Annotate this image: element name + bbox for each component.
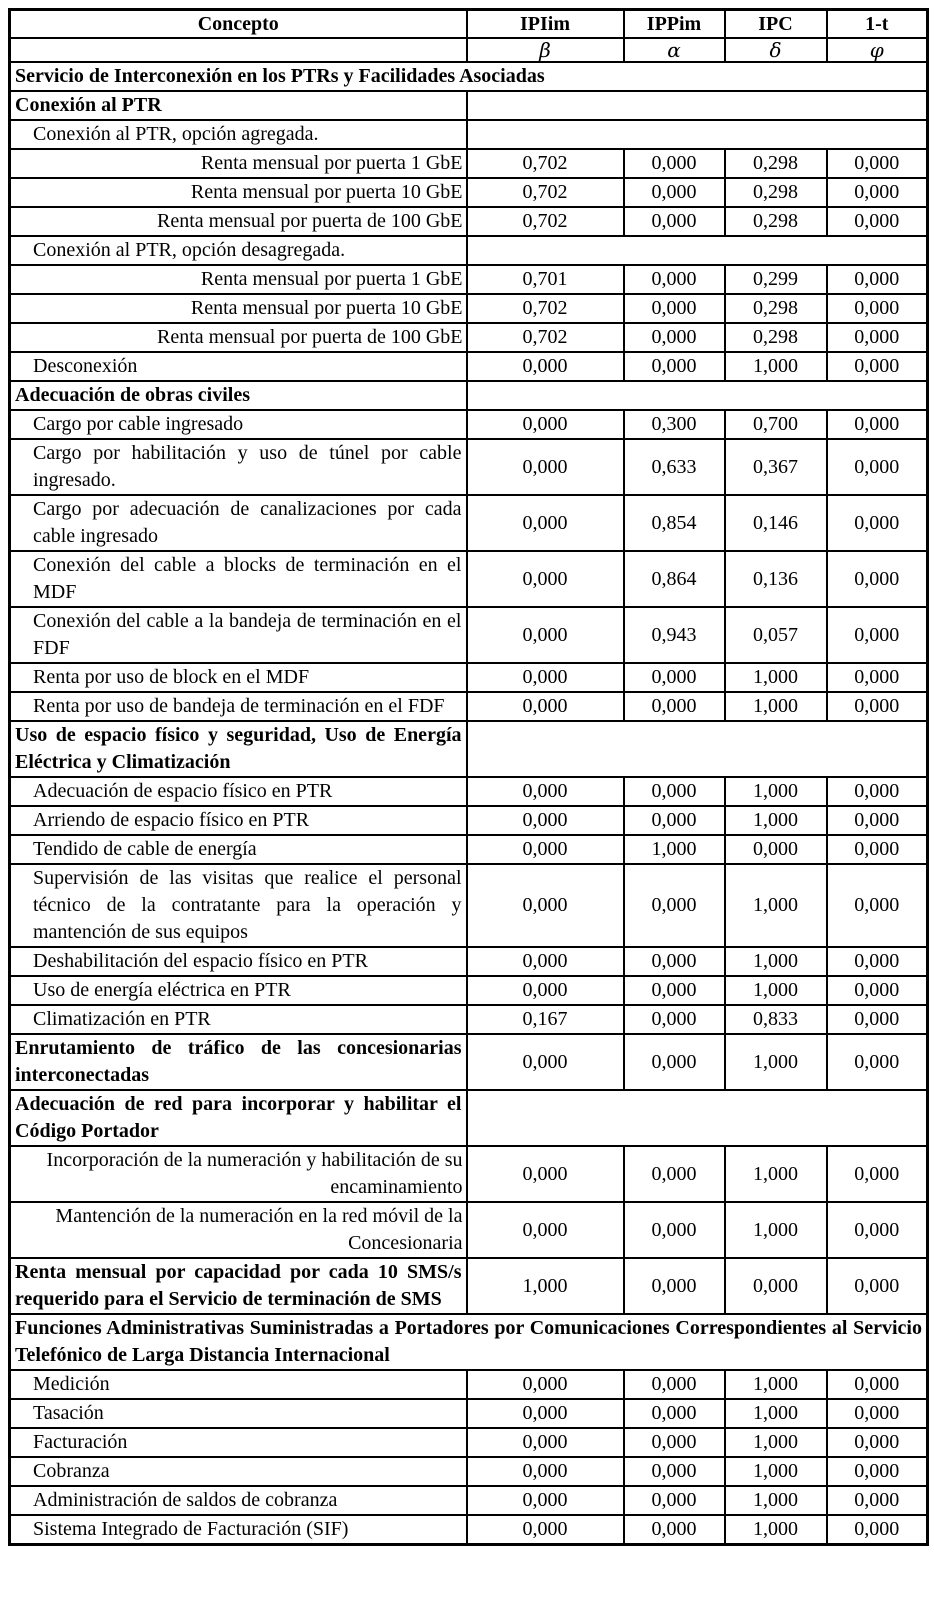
value-cell: 0,000 bbox=[827, 1428, 928, 1457]
section-header-cell: Adecuación de red para incorporar y habilitar el Código Portador bbox=[10, 1090, 467, 1146]
value-cell: 0,000 bbox=[827, 692, 928, 721]
concept-cell: Arriendo de espacio físico en PTR bbox=[10, 806, 467, 835]
value-cell: 0,000 bbox=[827, 1457, 928, 1486]
table-row bbox=[10, 1090, 928, 1146]
value-cell: 0,000 bbox=[624, 149, 725, 178]
value-cell: 1,000 bbox=[725, 976, 827, 1005]
column-header-1-t: 1-t bbox=[827, 10, 928, 39]
value-cell: 0,000 bbox=[467, 947, 624, 976]
empty-values-cell bbox=[467, 120, 928, 149]
concept-cell: Conexión del cable a la bandeja de terminación en el FDF bbox=[10, 607, 467, 663]
concept-cell: Medición bbox=[10, 1370, 467, 1399]
concept-cell: Supervisión de las visitas que realice el personal técnico de la contratante para la operación y mantención de sus equipos bbox=[10, 864, 467, 947]
value-cell: 1,000 bbox=[725, 663, 827, 692]
value-cell: 0,000 bbox=[624, 947, 725, 976]
value-cell: 0,000 bbox=[827, 410, 928, 439]
value-cell: 0,702 bbox=[467, 207, 624, 236]
value-cell: 0,000 bbox=[827, 1486, 928, 1515]
table-row bbox=[10, 777, 928, 806]
value-cell: 1,000 bbox=[725, 692, 827, 721]
concept-cell: Renta mensual por puerta 1 GbE bbox=[10, 149, 467, 178]
concept-cell: Renta por uso de block en el MDF bbox=[10, 663, 467, 692]
value-cell: 0,000 bbox=[624, 1034, 725, 1090]
value-cell: 0,298 bbox=[725, 294, 827, 323]
symbol-alpha-cell: α bbox=[624, 38, 725, 62]
concept-cell: Renta mensual por puerta 10 GbE bbox=[10, 178, 467, 207]
concept-cell: Renta mensual por capacidad por cada 10 SMS/s requerido para el Servicio de terminación de SMS bbox=[10, 1258, 467, 1314]
value-cell: 1,000 bbox=[725, 1202, 827, 1258]
value-cell: 0,000 bbox=[624, 323, 725, 352]
value-cell: 0,000 bbox=[624, 1399, 725, 1428]
value-cell: 0,000 bbox=[624, 976, 725, 1005]
value-cell: 0,000 bbox=[467, 777, 624, 806]
value-cell: 0,000 bbox=[624, 178, 725, 207]
table-row bbox=[10, 495, 928, 551]
table-row bbox=[10, 1314, 928, 1370]
concept-cell: Renta mensual por puerta de 100 GbE bbox=[10, 207, 467, 236]
empty-values-cell bbox=[467, 236, 928, 265]
value-cell: 0,000 bbox=[624, 1515, 725, 1545]
value-cell: 0,000 bbox=[624, 1428, 725, 1457]
value-cell: 0,299 bbox=[725, 265, 827, 294]
value-cell: 0,000 bbox=[624, 1202, 725, 1258]
table-row bbox=[10, 410, 928, 439]
table-row bbox=[10, 265, 928, 294]
value-cell: 0,000 bbox=[467, 1399, 624, 1428]
table-row bbox=[10, 976, 928, 1005]
value-cell: 1,000 bbox=[725, 1428, 827, 1457]
value-cell: 0,298 bbox=[725, 149, 827, 178]
table-row bbox=[10, 1428, 928, 1457]
value-cell: 0,000 bbox=[827, 495, 928, 551]
table-row bbox=[10, 1146, 928, 1202]
table-row bbox=[10, 607, 928, 663]
value-cell: 0,146 bbox=[725, 495, 827, 551]
value-cell: 0,000 bbox=[827, 294, 928, 323]
table-row bbox=[10, 294, 928, 323]
value-cell: 0,000 bbox=[467, 1202, 624, 1258]
symbol-phi-cell: φ bbox=[827, 38, 928, 62]
value-cell: 0,000 bbox=[467, 692, 624, 721]
subgroup-label-cell: Conexión al PTR, opción desagregada. bbox=[10, 236, 467, 265]
value-cell: 0,000 bbox=[467, 439, 624, 495]
value-cell: 0,702 bbox=[467, 323, 624, 352]
value-cell: 0,000 bbox=[467, 1146, 624, 1202]
column-header-ipc: IPC bbox=[725, 10, 827, 39]
value-cell: 0,000 bbox=[624, 864, 725, 947]
value-cell: 1,000 bbox=[725, 1457, 827, 1486]
value-cell: 0,000 bbox=[624, 294, 725, 323]
value-cell: 1,000 bbox=[725, 1146, 827, 1202]
value-cell: 0,000 bbox=[827, 149, 928, 178]
table-row bbox=[10, 149, 928, 178]
concept-cell: Enrutamiento de tráfico de las concesionarias interconectadas bbox=[10, 1034, 467, 1090]
value-cell: 0,000 bbox=[467, 976, 624, 1005]
value-cell: 0,000 bbox=[827, 352, 928, 381]
empty-values-cell bbox=[467, 91, 928, 120]
value-cell: 0,000 bbox=[827, 864, 928, 947]
indexation-table bbox=[8, 8, 929, 1546]
symbol-delta-cell: δ bbox=[725, 38, 827, 62]
value-cell: 0,000 bbox=[827, 1370, 928, 1399]
symbol-beta-cell: β bbox=[467, 38, 624, 62]
concept-cell: Cobranza bbox=[10, 1457, 467, 1486]
value-cell: 0,854 bbox=[624, 495, 725, 551]
value-cell: 0,000 bbox=[827, 806, 928, 835]
value-cell: 1,000 bbox=[467, 1258, 624, 1314]
value-cell: 0,700 bbox=[725, 410, 827, 439]
value-cell: 0,000 bbox=[827, 663, 928, 692]
header-row bbox=[10, 10, 928, 39]
value-cell: 0,000 bbox=[624, 1258, 725, 1314]
value-cell: 0,702 bbox=[467, 178, 624, 207]
value-cell: 0,000 bbox=[467, 1486, 624, 1515]
value-cell: 0,000 bbox=[624, 352, 725, 381]
value-cell: 1,000 bbox=[725, 1399, 827, 1428]
concept-cell: Uso de energía eléctrica en PTR bbox=[10, 976, 467, 1005]
concept-cell: Tendido de cable de energía bbox=[10, 835, 467, 864]
concept-cell: Desconexión bbox=[10, 352, 467, 381]
concept-cell: Climatización en PTR bbox=[10, 1005, 467, 1034]
value-cell: 0,298 bbox=[725, 178, 827, 207]
value-cell: 0,000 bbox=[827, 551, 928, 607]
table-row bbox=[10, 551, 928, 607]
table-row bbox=[10, 381, 928, 410]
table-row bbox=[10, 120, 928, 149]
value-cell: 0,000 bbox=[624, 692, 725, 721]
value-cell: 0,000 bbox=[624, 1005, 725, 1034]
value-cell: 0,000 bbox=[467, 495, 624, 551]
concept-cell: Renta por uso de bandeja de terminación en el FDF bbox=[10, 692, 467, 721]
table-row bbox=[10, 1258, 928, 1314]
column-header-ipiim: IPIim bbox=[467, 10, 624, 39]
value-cell: 0,000 bbox=[467, 410, 624, 439]
value-cell: 0,000 bbox=[624, 265, 725, 294]
value-cell: 0,300 bbox=[624, 410, 725, 439]
column-header-concepto: Concepto bbox=[10, 10, 467, 39]
value-cell: 0,000 bbox=[827, 777, 928, 806]
concept-cell: Incorporación de la numeración y habilitación de su encaminamiento bbox=[10, 1146, 467, 1202]
value-cell: 1,000 bbox=[725, 1370, 827, 1399]
value-cell: 0,000 bbox=[467, 1457, 624, 1486]
concept-cell: Renta mensual por puerta de 100 GbE bbox=[10, 323, 467, 352]
value-cell: 0,000 bbox=[624, 1457, 725, 1486]
table-row bbox=[10, 352, 928, 381]
value-cell: 0,000 bbox=[624, 1370, 725, 1399]
section-header-cell: Servicio de Interconexión en los PTRs y Facilidades Asociadas bbox=[10, 62, 928, 91]
value-cell: 0,000 bbox=[467, 607, 624, 663]
value-cell: 0,000 bbox=[827, 439, 928, 495]
value-cell: 0,000 bbox=[467, 1428, 624, 1457]
empty-values-cell bbox=[467, 1090, 928, 1146]
table-row bbox=[10, 1005, 928, 1034]
value-cell: 0,000 bbox=[467, 806, 624, 835]
value-cell: 0,000 bbox=[827, 1005, 928, 1034]
table-row bbox=[10, 692, 928, 721]
value-cell: 0,000 bbox=[827, 1258, 928, 1314]
value-cell: 0,367 bbox=[725, 439, 827, 495]
table-row bbox=[10, 806, 928, 835]
table-row bbox=[10, 1399, 928, 1428]
concept-cell: Cargo por adecuación de canalizaciones por cada cable ingresado bbox=[10, 495, 467, 551]
value-cell: 0,000 bbox=[467, 352, 624, 381]
value-cell: 1,000 bbox=[725, 1034, 827, 1090]
value-cell: 1,000 bbox=[725, 1486, 827, 1515]
value-cell: 0,167 bbox=[467, 1005, 624, 1034]
value-cell: 0,864 bbox=[624, 551, 725, 607]
value-cell: 0,702 bbox=[467, 149, 624, 178]
value-cell: 0,000 bbox=[725, 835, 827, 864]
value-cell: 0,298 bbox=[725, 207, 827, 236]
value-cell: 1,000 bbox=[725, 1515, 827, 1545]
table-row bbox=[10, 721, 928, 777]
table-row bbox=[10, 1202, 928, 1258]
concept-cell: Adecuación de espacio físico en PTR bbox=[10, 777, 467, 806]
table-row bbox=[10, 864, 928, 947]
table-row bbox=[10, 62, 928, 91]
concept-cell: Tasación bbox=[10, 1399, 467, 1428]
value-cell: 1,000 bbox=[725, 806, 827, 835]
value-cell: 0,000 bbox=[725, 1258, 827, 1314]
value-cell: 0,000 bbox=[624, 207, 725, 236]
table-row bbox=[10, 323, 928, 352]
column-header-ippim: IPPim bbox=[624, 10, 725, 39]
table-row bbox=[10, 236, 928, 265]
table-row bbox=[10, 1486, 928, 1515]
value-cell: 0,000 bbox=[467, 663, 624, 692]
value-cell: 0,000 bbox=[827, 607, 928, 663]
value-cell: 0,701 bbox=[467, 265, 624, 294]
concept-cell: Conexión del cable a blocks de terminación en el MDF bbox=[10, 551, 467, 607]
subgroup-label-cell: Conexión al PTR, opción agregada. bbox=[10, 120, 467, 149]
value-cell: 1,000 bbox=[624, 835, 725, 864]
value-cell: 0,702 bbox=[467, 294, 624, 323]
table-row bbox=[10, 91, 928, 120]
table-row bbox=[10, 1034, 928, 1090]
table-row bbox=[10, 947, 928, 976]
value-cell: 0,000 bbox=[827, 207, 928, 236]
concept-cell: Cargo por cable ingresado bbox=[10, 410, 467, 439]
empty-values-cell bbox=[467, 381, 928, 410]
value-cell: 0,136 bbox=[725, 551, 827, 607]
table-row bbox=[10, 1370, 928, 1399]
value-cell: 0,000 bbox=[827, 323, 928, 352]
table-row bbox=[10, 1515, 928, 1545]
value-cell: 0,000 bbox=[467, 864, 624, 947]
value-cell: 0,000 bbox=[467, 1515, 624, 1545]
value-cell: 0,000 bbox=[827, 835, 928, 864]
value-cell: 0,000 bbox=[467, 1370, 624, 1399]
concept-cell: Renta mensual por puerta 1 GbE bbox=[10, 265, 467, 294]
value-cell: 0,943 bbox=[624, 607, 725, 663]
value-cell: 0,000 bbox=[624, 806, 725, 835]
value-cell: 1,000 bbox=[725, 947, 827, 976]
empty-values-cell bbox=[467, 721, 928, 777]
concept-cell: Deshabilitación del espacio físico en PTR bbox=[10, 947, 467, 976]
concept-cell: Mantención de la numeración en la red móvil de la Concesionaria bbox=[10, 1202, 467, 1258]
value-cell: 0,057 bbox=[725, 607, 827, 663]
value-cell: 0,000 bbox=[827, 1399, 928, 1428]
concept-cell: Sistema Integrado de Facturación (SIF) bbox=[10, 1515, 467, 1545]
section-header-cell: Funciones Administrativas Suministradas a Portadores por Comunicaciones Correspondientes al Servicio Telefónico de Larga Distancia Internacional bbox=[10, 1314, 928, 1370]
table-row bbox=[10, 178, 928, 207]
value-cell: 0,000 bbox=[827, 265, 928, 294]
value-cell: 1,000 bbox=[725, 777, 827, 806]
empty-header-cell bbox=[10, 38, 467, 62]
value-cell: 0,000 bbox=[624, 663, 725, 692]
value-cell: 0,000 bbox=[624, 1486, 725, 1515]
value-cell: 0,833 bbox=[725, 1005, 827, 1034]
table-row bbox=[10, 663, 928, 692]
table-row bbox=[10, 1457, 928, 1486]
value-cell: 0,000 bbox=[467, 551, 624, 607]
value-cell: 0,298 bbox=[725, 323, 827, 352]
value-cell: 0,000 bbox=[827, 1202, 928, 1258]
symbol-row bbox=[10, 38, 928, 62]
table-row bbox=[10, 439, 928, 495]
section-header-cell: Uso de espacio físico y seguridad, Uso de Energía Eléctrica y Climatización bbox=[10, 721, 467, 777]
value-cell: 0,000 bbox=[624, 1146, 725, 1202]
section-header-cell: Adecuación de obras civiles bbox=[10, 381, 467, 410]
value-cell: 1,000 bbox=[725, 352, 827, 381]
value-cell: 0,000 bbox=[827, 1146, 928, 1202]
table-row bbox=[10, 835, 928, 864]
value-cell: 0,000 bbox=[467, 835, 624, 864]
concept-cell: Cargo por habilitación y uso de túnel por cable ingresado. bbox=[10, 439, 467, 495]
value-cell: 0,000 bbox=[827, 178, 928, 207]
value-cell: 0,000 bbox=[827, 1034, 928, 1090]
value-cell: 0,000 bbox=[827, 947, 928, 976]
value-cell: 0,000 bbox=[827, 1515, 928, 1545]
table-row bbox=[10, 207, 928, 236]
table-body bbox=[10, 62, 928, 1545]
section-header-cell: Conexión al PTR bbox=[10, 91, 467, 120]
concept-cell: Administración de saldos de cobranza bbox=[10, 1486, 467, 1515]
concept-cell: Facturación bbox=[10, 1428, 467, 1457]
value-cell: 1,000 bbox=[725, 864, 827, 947]
value-cell: 0,000 bbox=[624, 777, 725, 806]
concept-cell: Renta mensual por puerta 10 GbE bbox=[10, 294, 467, 323]
value-cell: 0,000 bbox=[467, 1034, 624, 1090]
value-cell: 0,633 bbox=[624, 439, 725, 495]
value-cell: 0,000 bbox=[827, 976, 928, 1005]
